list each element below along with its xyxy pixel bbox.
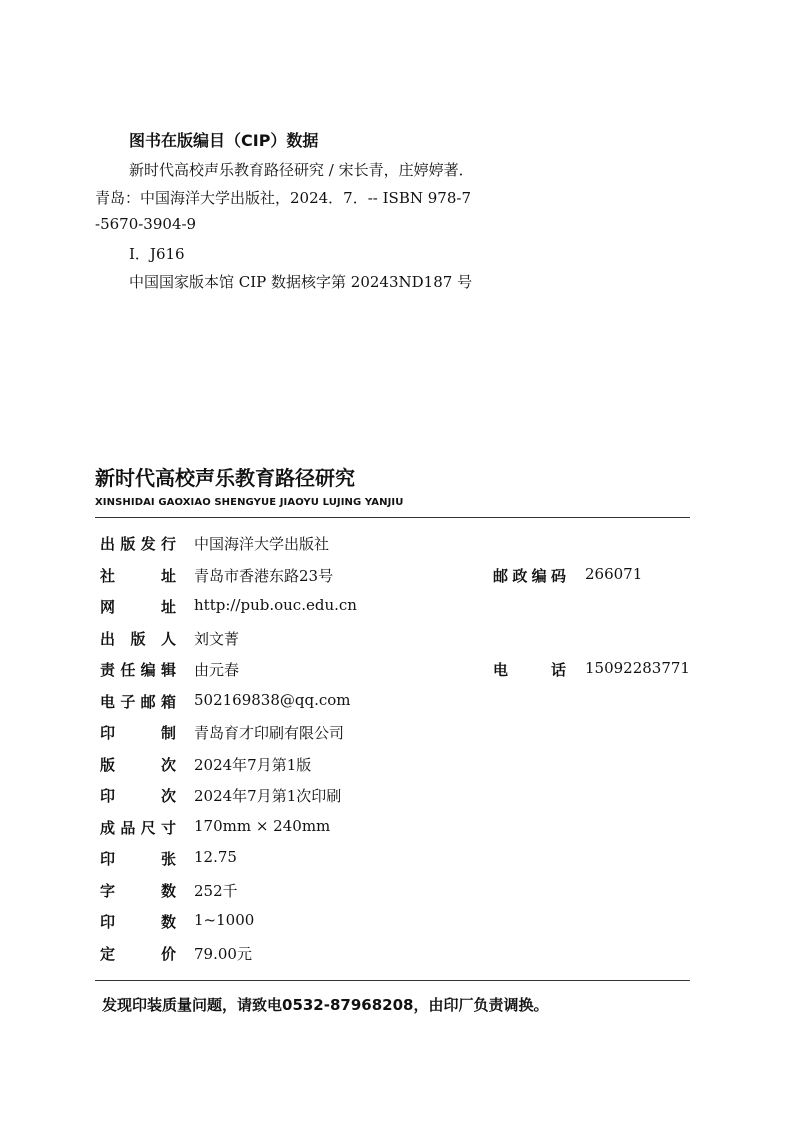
detail-label: 责任编辑 <box>100 661 176 679</box>
cip-line-isbn-continued: -5670-3904-9 <box>95 215 197 233</box>
detail-value: 12.75 <box>194 848 237 866</box>
book-heading <box>95 462 690 508</box>
detail-label: 字数 <box>100 881 176 900</box>
detail-label: 印数 <box>100 913 176 931</box>
detail-label: 成品尺寸 <box>100 818 176 837</box>
detail-row-sheets <box>100 844 690 876</box>
detail-row-email <box>100 687 690 719</box>
detail-label-postcode: 邮政编码 <box>493 566 566 585</box>
detail-value: 由元春 <box>194 661 240 679</box>
detail-label: 出版发行 <box>100 535 176 553</box>
book-pinyin: XINSHIDAI GAOXIAO SHENGYUE JIAOYU LUJING YANJIU <box>95 497 404 508</box>
detail-value: http://pub.ouc.edu.cn <box>194 596 357 614</box>
cip-title: 图书在版编目（CIP）数据 <box>129 131 319 150</box>
cip-line-classification: Ⅰ．J616 <box>129 245 185 263</box>
detail-value: 青岛育才印刷有限公司 <box>194 724 345 742</box>
detail-value: 2024年7月第1版 <box>194 755 312 774</box>
detail-row-printing <box>100 781 690 813</box>
detail-label: 社址 <box>100 566 176 585</box>
detail-row-publisher <box>100 529 690 561</box>
detail-row-print-run <box>100 907 690 939</box>
detail-row-word-count <box>100 876 690 908</box>
detail-row-size <box>100 813 690 845</box>
detail-label: 电子邮箱 <box>100 692 176 711</box>
detail-label: 网址 <box>100 598 176 616</box>
detail-row-website <box>100 592 690 624</box>
detail-value: 2024年7月第1次印刷 <box>194 787 342 805</box>
detail-label: 出版人 <box>100 629 176 648</box>
detail-row-price <box>100 939 690 971</box>
top-divider <box>95 517 690 518</box>
detail-row-printer <box>100 718 690 750</box>
detail-value: 170mm × 240mm <box>194 816 331 835</box>
detail-label: 印次 <box>100 787 176 805</box>
detail-value: 中国海洋大学出版社 <box>194 535 330 553</box>
cip-line-publisher: 青岛：中国海洋大学出版社，2024．7．-- ISBN 978-7 <box>95 189 471 207</box>
detail-row-issuer <box>100 624 690 656</box>
detail-label: 定价 <box>100 944 176 963</box>
detail-value: 青岛市香港东路23号 <box>194 566 334 585</box>
detail-value: 79.00元 <box>194 944 252 963</box>
detail-label-phone: 电话 <box>493 661 566 679</box>
publication-details <box>100 529 690 970</box>
detail-label: 版次 <box>100 755 176 774</box>
detail-value: 502169838@qq.com <box>194 690 351 709</box>
detail-value-phone: 15092283771 <box>585 659 690 677</box>
detail-label: 印制 <box>100 724 176 742</box>
detail-value: 刘文菁 <box>194 629 240 648</box>
detail-value: 1~1000 <box>194 911 255 929</box>
detail-value: 252千 <box>194 881 238 900</box>
book-title: 新时代高校声乐教育路径研究 <box>95 466 355 490</box>
detail-value-postcode: 266071 <box>585 564 643 583</box>
bottom-divider <box>95 980 690 981</box>
detail-row-address <box>100 561 690 593</box>
cip-line-record-number: 中国国家版本馆 CIP 数据核字第 20243ND187 号 <box>129 273 473 291</box>
detail-row-edition <box>100 750 690 782</box>
cip-line-title-author: 新时代高校声乐教育路径研究 / 宋长青，庄婷婷著． <box>129 161 474 179</box>
quality-notice: 发现印装质量问题，请致电0532-87968208，由印厂负责调换。 <box>102 996 549 1014</box>
detail-row-editor <box>100 655 690 687</box>
detail-label: 印张 <box>100 850 176 868</box>
